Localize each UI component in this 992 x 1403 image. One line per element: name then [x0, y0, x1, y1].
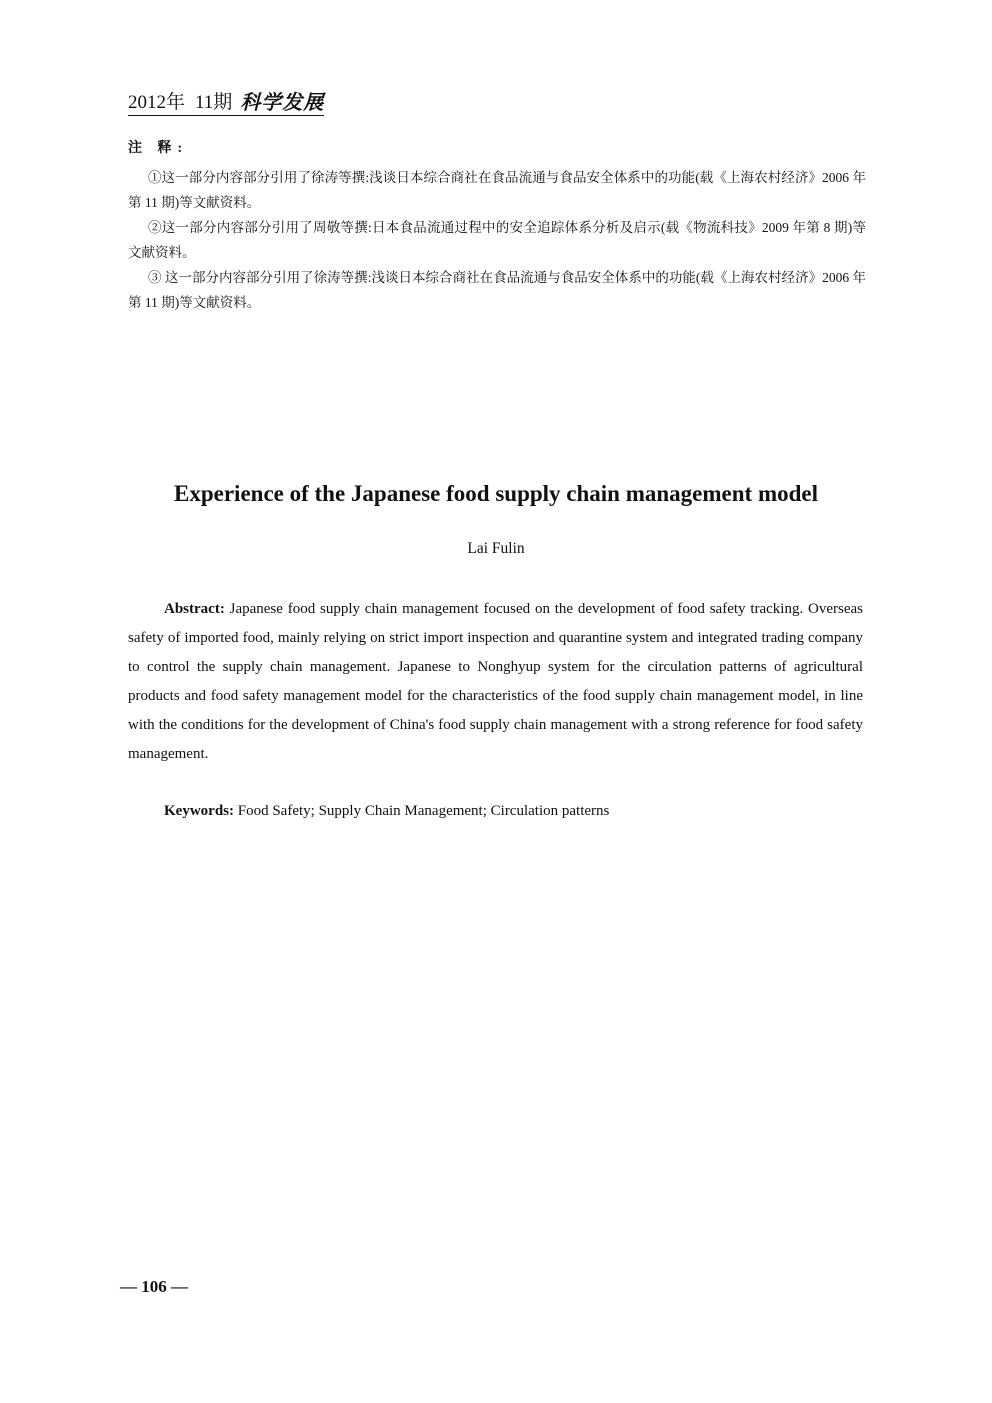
note-item-3: ③ 这一部分内容部分引用了徐涛等撰:浅谈日本综合商社在食品流通与食品安全体系中的功能(载《上海农村经济》2006 年第 11 期)等文献资料。 — [128, 270, 866, 310]
abstract-paragraph — [128, 595, 863, 769]
note-item-2: ②这一部分内容部分引用了周敬等撰:日本食品流通过程中的安全追踪体系分析及启示(载《物流科技》2009 年第 8 期)等文献资料。 — [128, 220, 866, 260]
keywords-paragraph — [128, 797, 863, 826]
header-issue: 11期 — [195, 92, 233, 113]
article-author: Lai Fulin — [467, 540, 525, 557]
notes-label: 注 释: — [128, 141, 189, 156]
header-year: 2012年 — [128, 92, 186, 113]
abstract-label: Abstract: — [164, 601, 225, 617]
page-number: — 106 — — [120, 1277, 188, 1296]
article-title: Experience of the Japanese food supply chain management model — [174, 481, 818, 506]
keywords-label: Keywords: — [164, 803, 234, 819]
note-item-1: ①这一部分内容部分引用了徐涛等撰:浅谈日本综合商社在食品流通与食品安全体系中的功能(载《上海农村经济》2006 年第 11 期)等文献资料。 — [128, 170, 866, 210]
header-journal-name: 科学发展 — [240, 92, 325, 114]
keywords-text: Food Safety; Supply Chain Management; Circulation patterns — [237, 803, 610, 819]
notes-section — [128, 136, 866, 315]
abstract-text: Japanese food supply chain management focused on the development of food safety tracking. Overseas safety of imported food, mainly relying on strict import inspection and quarantine system and integrated trading company to control the supply chain management. Japanese to Nonghyup system for the circulation patterns of agricultural products and food safety management model for the characteristics of the food supply chain management model, in line with the conditions for the development of China's food supply chain management with a strong reference for food safety management. — [128, 601, 863, 762]
running-header — [128, 86, 324, 116]
